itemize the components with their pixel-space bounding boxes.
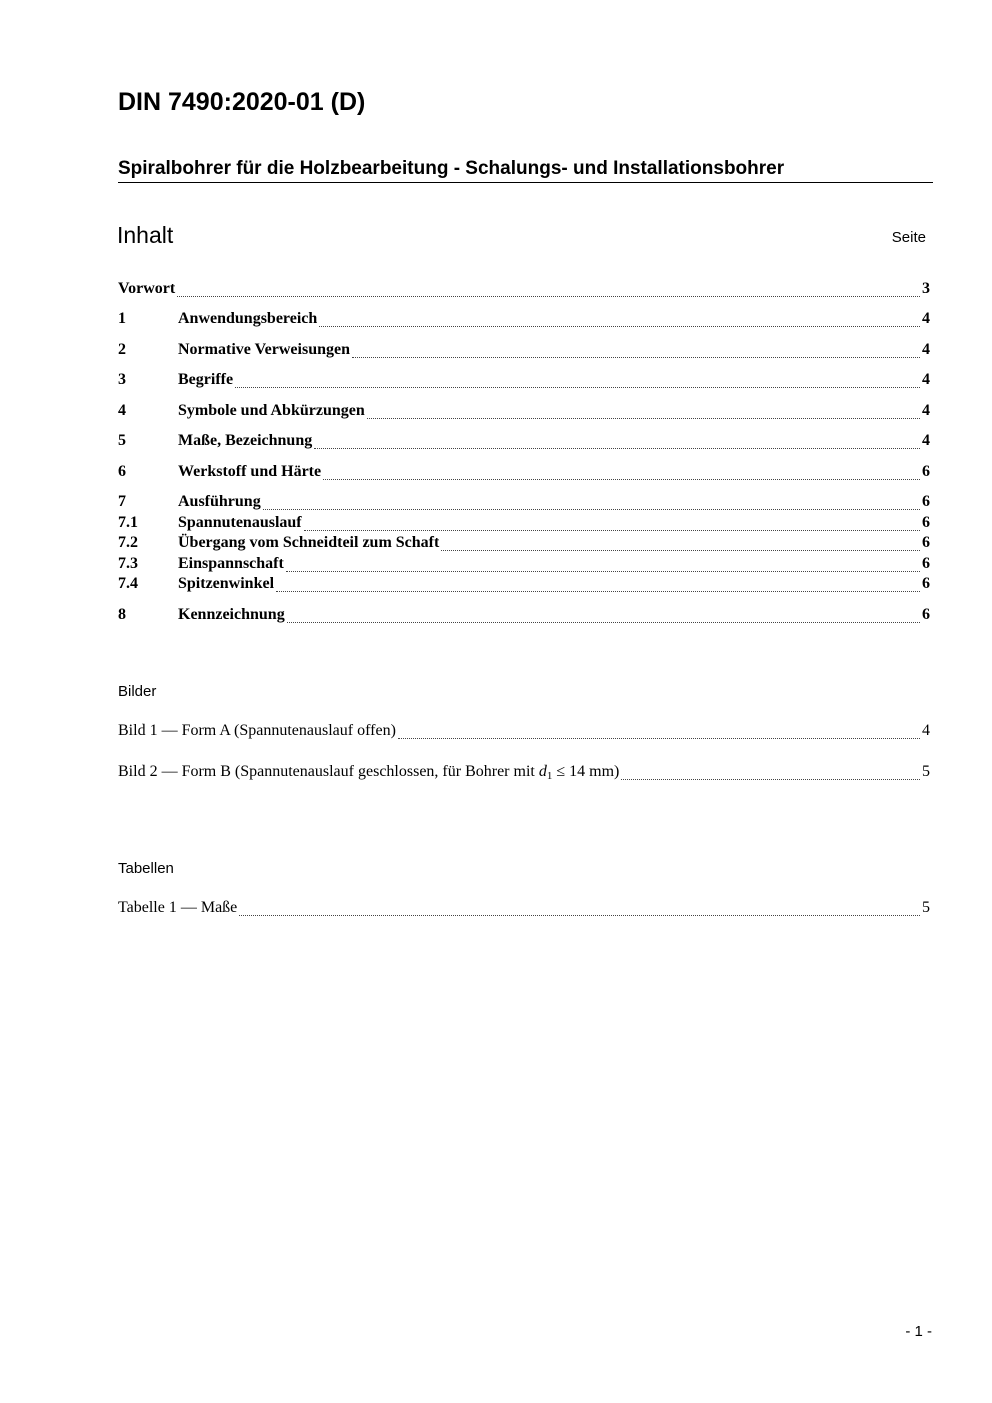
toc-entry-page: 6 — [922, 463, 930, 480]
toc-entry-title: Vorwort — [118, 280, 176, 297]
table-entry-page: 5 — [922, 899, 930, 916]
toc-entry-vorwort[interactable] — [118, 280, 930, 301]
toc-entry-7[interactable] — [118, 493, 930, 514]
toc-entry-4[interactable] — [118, 402, 930, 423]
toc-entry-page: 3 — [922, 280, 930, 297]
toc-entry-7-2[interactable] — [118, 534, 930, 555]
figure-entry-page: 4 — [922, 722, 930, 739]
toc-entry-page: 6 — [922, 575, 930, 592]
toc-entry-number: 6 — [118, 463, 126, 480]
math-subscript: 1 — [546, 770, 553, 782]
figure-entry-2[interactable] — [118, 763, 930, 784]
toc-entry-title: Kennzeichnung — [178, 606, 285, 623]
toc-entry-number: 8 — [118, 606, 126, 623]
toc-leader — [263, 495, 920, 510]
toc-leader — [319, 312, 920, 327]
toc-entry-3[interactable] — [118, 371, 930, 392]
toc-entry-number: 1 — [118, 310, 126, 327]
toc-entry-5[interactable] — [118, 432, 930, 453]
toc-entry-number: 7.1 — [118, 514, 138, 531]
toc-entry-page: 4 — [922, 310, 930, 327]
toc-entry-title: Anwendungsbereich — [178, 310, 318, 327]
toc-entry-number: 7.4 — [118, 575, 138, 592]
toc-entry-title: Symbole und Abkürzungen — [178, 402, 365, 419]
tables-heading: Tabellen — [118, 860, 174, 877]
toc-leader — [314, 434, 920, 449]
toc-entry-7-3[interactable] — [118, 555, 930, 576]
toc-leader — [287, 608, 920, 623]
toc-entry-page: 4 — [922, 341, 930, 358]
toc-leader — [235, 373, 920, 388]
page-number: - 1 - — [905, 1323, 932, 1340]
toc-entry-title: Spannutenauslauf — [178, 514, 302, 531]
toc-entry-title: Werkstoff und Härte — [178, 463, 322, 480]
toc-entry-7-4[interactable] — [118, 575, 930, 596]
toc-entry-page: 6 — [922, 555, 930, 572]
toc-leader — [352, 343, 920, 358]
document-title: DIN 7490:2020-01 (D) — [118, 88, 366, 116]
figure-entry-title-text: Bild 2 — Form B (Spannutenauslauf geschlossen, für Bohrer mit — [118, 763, 539, 780]
figure-entry-page: 5 — [922, 763, 930, 780]
toc-entry-title: Begriffe — [178, 371, 234, 388]
figure-entry-title — [118, 763, 619, 782]
toc-entry-title: Maße, Bezeichnung — [178, 432, 313, 449]
toc-leader — [239, 901, 920, 916]
toc-entry-title: Normative Verweisungen — [178, 341, 350, 358]
toc-entry-page: 4 — [922, 402, 930, 419]
toc-entry-title: Einspannschaft — [178, 555, 284, 572]
math-variable: d — [538, 763, 547, 780]
toc-entry-number: 7 — [118, 493, 126, 510]
toc-entry-title: Übergang vom Schneidteil zum Schaft — [178, 534, 440, 551]
document-subtitle: Spiralbohrer für die Holzbearbeitung - Schalungs- und Installationsbohrer — [118, 158, 933, 183]
toc-entry-2[interactable] — [118, 341, 930, 362]
toc-entry-number: 5 — [118, 432, 126, 449]
figures-heading: Bilder — [118, 683, 157, 700]
toc-entry-number: 7.2 — [118, 534, 138, 551]
figure-entry-1[interactable] — [118, 722, 930, 743]
toc-leader — [177, 282, 920, 297]
toc-heading: Inhalt — [117, 222, 174, 248]
toc-entry-number: 7.3 — [118, 555, 138, 572]
toc-entry-number: 4 — [118, 402, 126, 419]
toc-entry-number: 2 — [118, 341, 126, 358]
toc-entry-page: 4 — [922, 371, 930, 388]
toc-leader — [286, 557, 920, 572]
toc-entry-page: 6 — [922, 534, 930, 551]
toc-entry-page: 6 — [922, 493, 930, 510]
toc-entry-1[interactable] — [118, 310, 930, 331]
toc-entry-page: 6 — [922, 606, 930, 623]
toc-entry-title: Spitzenwinkel — [178, 575, 275, 592]
toc-entry-title: Ausführung — [178, 493, 261, 510]
figure-entry-title-text: ≤ 14 mm) — [552, 763, 620, 780]
toc-entry-number: 3 — [118, 371, 126, 388]
table-entry-title: Tabelle 1 — Maße — [118, 899, 238, 916]
toc-leader — [398, 724, 920, 739]
toc-entry-6[interactable] — [118, 463, 930, 484]
toc-entry-8[interactable] — [118, 606, 930, 627]
toc-leader — [276, 577, 920, 592]
toc-leader — [323, 465, 920, 480]
table-entry-1[interactable] — [118, 899, 930, 920]
toc-entry-7-1[interactable] — [118, 514, 930, 535]
toc-entry-page: 6 — [922, 514, 930, 531]
toc-leader — [441, 536, 920, 551]
page-column-label: Seite — [891, 229, 926, 246]
toc-leader — [621, 765, 920, 780]
toc-leader — [304, 516, 920, 531]
figure-entry-title: Bild 1 — Form A (Spannutenauslauf offen) — [118, 722, 396, 739]
toc-entry-page: 4 — [922, 432, 930, 449]
toc-leader — [367, 404, 920, 419]
